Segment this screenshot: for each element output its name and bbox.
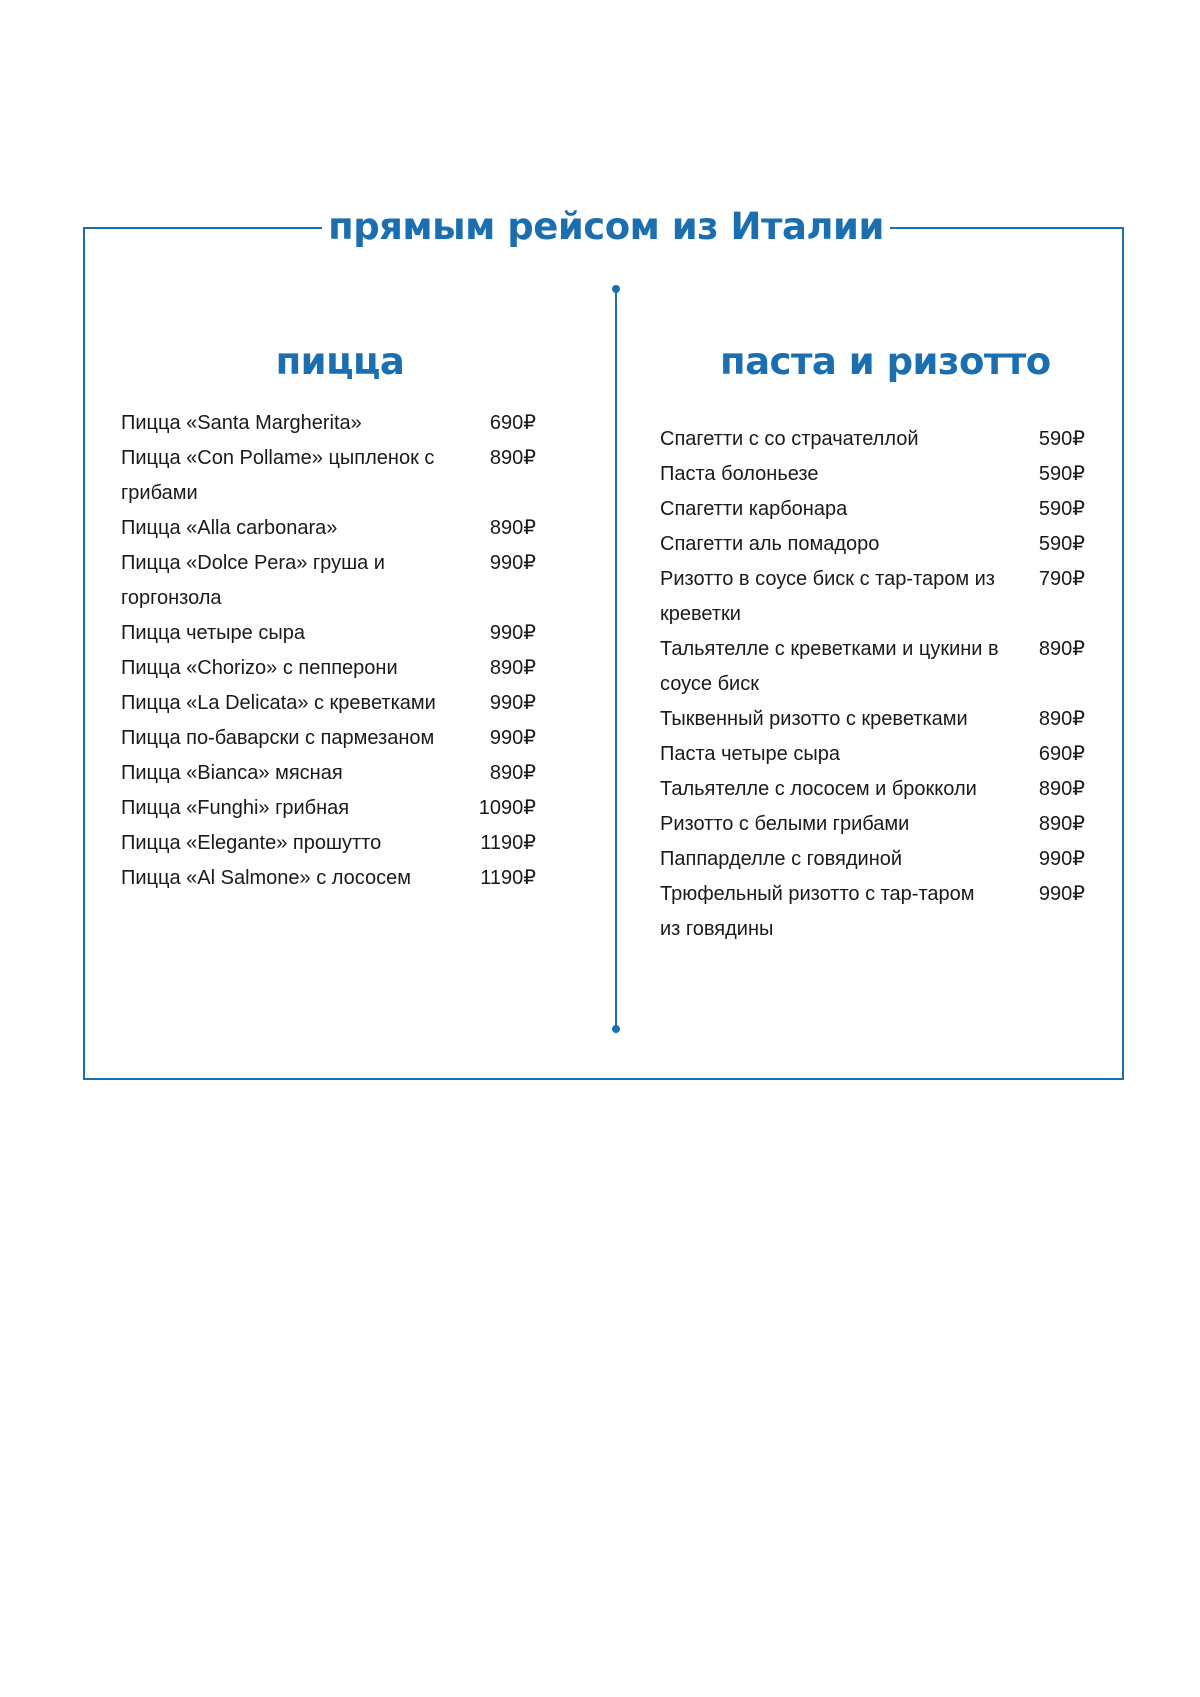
list-item bbox=[121, 721, 536, 756]
item-name: Пицца «Dolce Pera» груша и горгонзола bbox=[121, 552, 385, 609]
item-name: Пицца «Alla carbonara» bbox=[121, 517, 338, 539]
list-item bbox=[121, 826, 536, 861]
list-item bbox=[121, 406, 536, 441]
page-title: прямым рейсом из Италии bbox=[328, 204, 884, 248]
item-price: 590₽ bbox=[1038, 428, 1085, 450]
item-price: 690₽ bbox=[1038, 743, 1085, 765]
item-name: Паста четыре сыра bbox=[660, 743, 840, 765]
column-divider bbox=[615, 290, 617, 1030]
list-item bbox=[660, 877, 1085, 947]
item-price: 890₽ bbox=[1038, 778, 1085, 800]
pasta-section-title: паста и ризотто bbox=[720, 340, 1051, 383]
item-name: Пицца «Elegante» прошутто bbox=[121, 832, 382, 854]
list-item bbox=[660, 562, 1085, 632]
item-price: 990₽ bbox=[489, 692, 536, 714]
item-price: 990₽ bbox=[489, 622, 536, 644]
list-item bbox=[121, 861, 536, 896]
item-price: 890₽ bbox=[489, 517, 536, 539]
item-name: Паппарделле с говядиной bbox=[660, 848, 903, 870]
item-name: Пицца «Con Pollame» цыпленок с грибами bbox=[121, 447, 435, 504]
item-price: 890₽ bbox=[489, 762, 536, 784]
item-name: Ризотто в соусе биск с тар-таром из креветки bbox=[660, 568, 995, 625]
list-item bbox=[121, 441, 536, 511]
item-price: 590₽ bbox=[1038, 498, 1085, 520]
item-name: Спагетти аль помадоро bbox=[660, 533, 880, 555]
list-item bbox=[660, 807, 1085, 842]
list-item bbox=[121, 546, 536, 616]
list-item bbox=[121, 686, 536, 721]
divider-dot-bottom bbox=[612, 1025, 620, 1033]
item-price: 890₽ bbox=[489, 447, 536, 469]
item-price: 990₽ bbox=[1038, 883, 1085, 905]
list-item bbox=[121, 651, 536, 686]
list-item bbox=[660, 842, 1085, 877]
divider-dot-top bbox=[612, 285, 620, 293]
item-name: Тыквенный ризотто с креветками bbox=[660, 708, 968, 730]
item-price: 590₽ bbox=[1038, 533, 1085, 555]
item-name: Тальятелле с лососем и брокколи bbox=[660, 778, 977, 800]
item-name: Ризотто с белыми грибами bbox=[660, 813, 910, 835]
list-item bbox=[660, 457, 1085, 492]
item-name: Пицца «Chorizo» с пепперони bbox=[121, 657, 398, 679]
item-price: 990₽ bbox=[489, 727, 536, 749]
item-name: Трюфельный ризотто с тар-таром из говядины bbox=[660, 883, 975, 940]
item-name: Пицца «Al Salmone» с лососем bbox=[121, 867, 412, 889]
item-price: 690₽ bbox=[489, 412, 536, 434]
item-name: Пицца «La Delicata» с креветками bbox=[121, 692, 436, 714]
item-price: 890₽ bbox=[1038, 638, 1085, 660]
list-item bbox=[121, 511, 536, 546]
item-price: 1090₽ bbox=[478, 797, 536, 819]
list-item bbox=[660, 702, 1085, 737]
list-item bbox=[660, 527, 1085, 562]
item-price: 990₽ bbox=[489, 552, 536, 574]
header-title-wrap bbox=[322, 198, 890, 254]
list-item bbox=[660, 772, 1085, 807]
list-item bbox=[660, 492, 1085, 527]
item-price: 890₽ bbox=[489, 657, 536, 679]
item-name: Пицца «Funghi» грибная bbox=[121, 797, 350, 819]
item-price: 790₽ bbox=[1038, 568, 1085, 590]
item-name: Пицца «Bianca» мясная bbox=[121, 762, 343, 784]
item-name: Тальятелле с креветками и цукини в соусе биск bbox=[660, 638, 999, 695]
item-price: 990₽ bbox=[1038, 848, 1085, 870]
list-item bbox=[660, 422, 1085, 457]
item-price: 1190₽ bbox=[480, 867, 536, 889]
item-price: 890₽ bbox=[1038, 708, 1085, 730]
list-item bbox=[121, 616, 536, 651]
item-name: Пицца по-баварски с пармезаном bbox=[121, 727, 435, 749]
item-name: Спагетти с со страчателлой bbox=[660, 428, 919, 450]
pizza-section-title: пицца bbox=[275, 340, 405, 383]
pasta-menu-list bbox=[660, 422, 1085, 947]
list-item bbox=[660, 737, 1085, 772]
item-name: Спагетти карбонара bbox=[660, 498, 848, 520]
pizza-menu-list bbox=[121, 406, 536, 896]
item-name: Пицца «Santa Margherita» bbox=[121, 412, 362, 434]
item-price: 590₽ bbox=[1038, 463, 1085, 485]
item-name: Паста болоньезе bbox=[660, 463, 819, 485]
item-price: 1190₽ bbox=[480, 832, 536, 854]
list-item bbox=[660, 632, 1085, 702]
item-name: Пицца четыре сыра bbox=[121, 622, 305, 644]
list-item bbox=[121, 756, 536, 791]
list-item bbox=[121, 791, 536, 826]
item-price: 890₽ bbox=[1038, 813, 1085, 835]
